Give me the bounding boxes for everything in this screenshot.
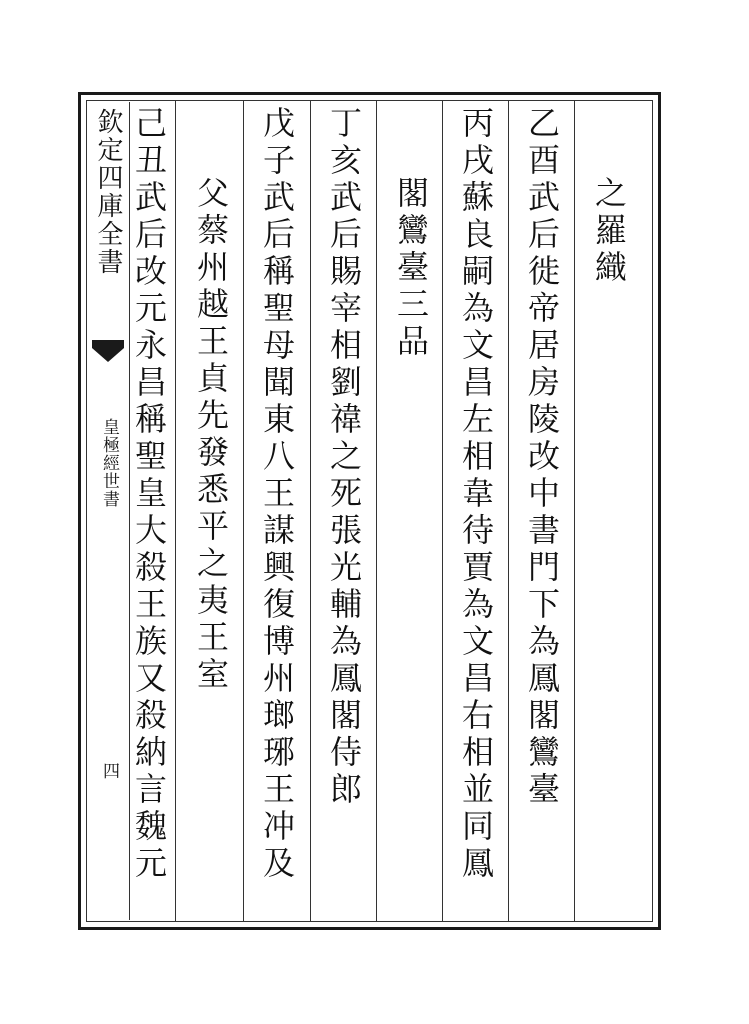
text-column-5: 丁亥武后賜宰相劉禕之死張光輔為鳳閣侍郎 <box>325 106 363 809</box>
margin-book-title: 欽定四庫全書 <box>93 108 123 276</box>
column-rule <box>376 100 377 922</box>
column-rule <box>442 100 443 922</box>
column-rule <box>310 100 311 922</box>
column-rule <box>508 100 509 922</box>
text-column-2: 乙酉武后徙帝居房陵改中書門下為鳳閣鸞臺 <box>523 106 561 809</box>
text-column-4: 閣鸞臺三品 <box>392 176 430 361</box>
column-rule <box>175 100 176 922</box>
fish-tail-mark-icon <box>90 338 126 366</box>
column-rule <box>243 100 244 922</box>
text-column-1: 之羅織 <box>590 176 628 287</box>
margin-page-number: 四 <box>99 762 119 780</box>
text-column-7: 父蔡州越王貞先發悉平之夷王室 <box>192 176 230 694</box>
column-rule <box>574 100 575 922</box>
text-column-8: 己丑武后改元永昌稱聖皇大殺王族又殺納言魏元 <box>130 106 168 883</box>
page-border-inner <box>86 100 653 922</box>
text-column-3: 丙戌蘇良嗣為文昌左相韋待賈為文昌右相並同鳳 <box>457 106 495 883</box>
text-column-6: 戊子武后稱聖母聞東八王謀興復博州瑯琊王冲及 <box>258 106 296 883</box>
margin-work-title: 皇極經世書 <box>99 418 119 508</box>
